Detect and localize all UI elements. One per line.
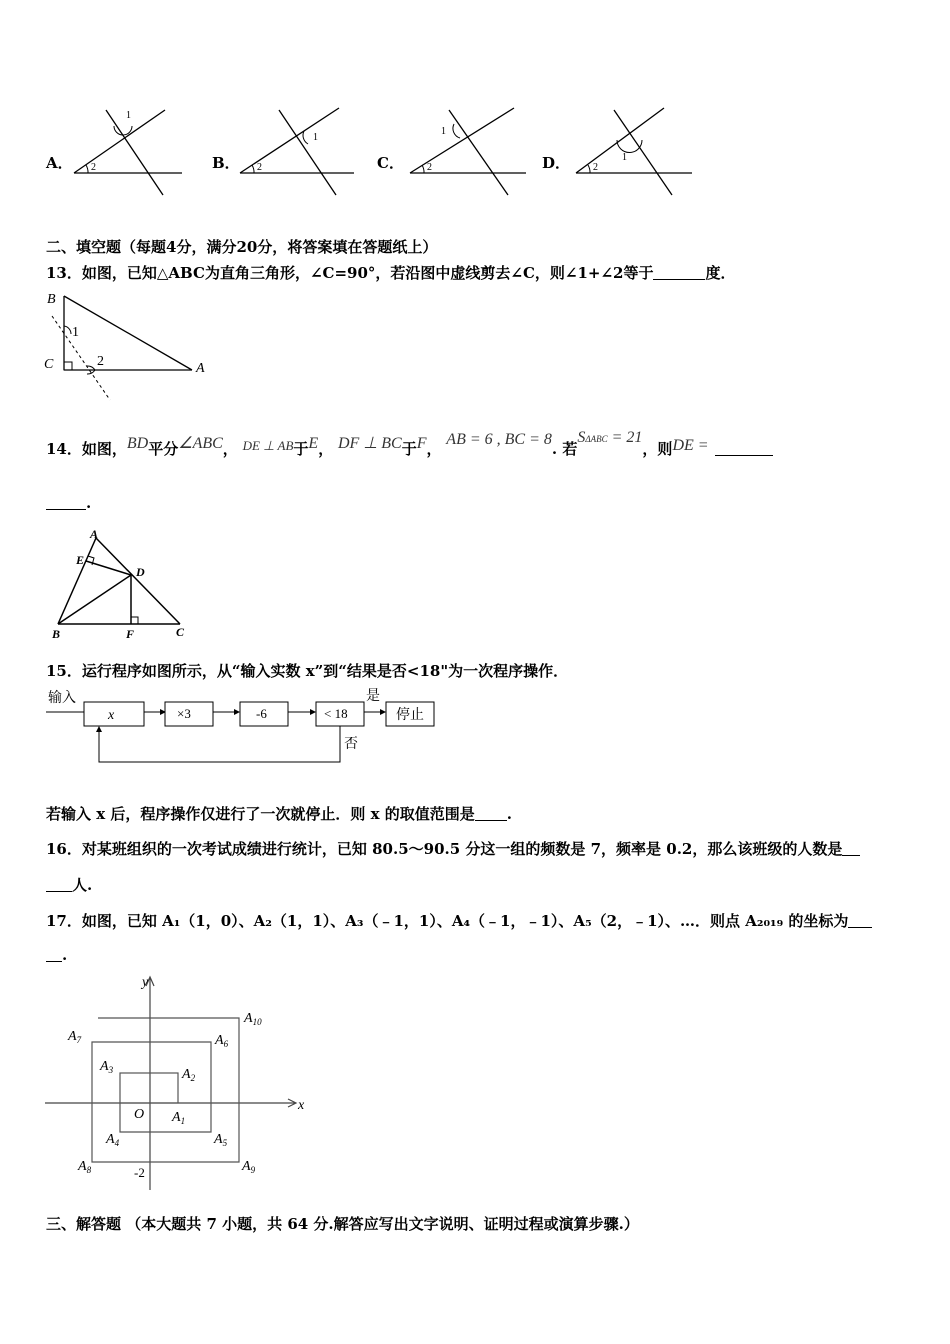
q14-bisect: 平分 <box>148 440 179 458</box>
q14-area <box>577 429 642 446</box>
option-b-angle2: 2 <box>257 162 262 173</box>
q17-figure <box>40 968 320 1198</box>
q14-area-val: = 21 <box>611 429 643 446</box>
q17-origin: O <box>134 1107 145 1122</box>
q14-area-sub: ΔABC <box>585 434 608 444</box>
q13-stem: 13．如图，已知△ABC为直角三角形，∠C=90°，若沿图中虚线剪去∠C，则∠1+∠2等于 <box>46 264 654 282</box>
q13-label-a: A <box>196 361 205 376</box>
q16-answer-blank[interactable] <box>842 841 860 856</box>
q15-yes-label: 是 <box>366 689 380 704</box>
section3-heading: 三、解答题 （本大题共 7 小题，共 64 分.解答应写出文字说明、证明过程或演算步骤.） <box>46 1215 639 1233</box>
q14-figure <box>46 528 196 640</box>
q17-axis-x: x <box>298 1098 305 1113</box>
q15-text: 15．运行程序如图所示，从“输入实数 x”到“结果是否<18"为一次程序操作． <box>46 662 569 680</box>
q15-answer-blank[interactable] <box>475 806 507 821</box>
q17-label-a1: $A_1$ <box>172 1110 186 1126</box>
option-c-angle1: 1 <box>441 126 446 137</box>
q14-label-a: A <box>90 527 99 541</box>
q13-label-b: B <box>47 292 56 307</box>
q15-question <box>46 803 512 824</box>
q17-text <box>46 910 872 931</box>
q17-label-a6: $A_6$ <box>215 1033 229 1049</box>
q13-unit: 度． <box>705 264 736 282</box>
q13-text <box>46 262 736 283</box>
q17-label-a9: $A_9$ <box>242 1159 256 1175</box>
q14-answer-blank-cont[interactable] <box>46 495 86 510</box>
q15-box-cmp: < 18 <box>324 706 348 721</box>
q14-line2 <box>46 494 91 512</box>
option-b-label: B． <box>212 154 240 172</box>
option-a-angle2: 2 <box>91 162 96 173</box>
q17-stem: 17．如图，已知 A₁（1，0）、A₂（1，1）、A₃（﹣1，1）、A₄（﹣1，﹣1）、A₅（2，﹣1）、…．则点 A₂₀₁₉ 的坐标为 <box>46 912 849 930</box>
q17-axis-y: y <box>142 975 149 990</box>
q13-angle1: 1 <box>72 325 79 340</box>
q14-area-s: S <box>577 429 586 446</box>
q14-end: . <box>86 494 92 512</box>
option-a-label: A． <box>46 154 73 172</box>
option-d-figure <box>572 100 697 200</box>
q16-stem: 16．对某班组织的一次考试成绩进行统计，已知 80.5～90.5 分这一组的频数是 7，频率是 0.2，那么该班级的人数是 <box>46 840 843 858</box>
q14-df-perp-bc: DF ⊥ BC <box>337 435 402 452</box>
q14-sep2: ， <box>318 440 334 458</box>
q14-de-perp-ab: DE ⊥ AB <box>242 438 294 453</box>
q14-sep1: ， <box>222 440 238 458</box>
q14-angle-abc: ∠ABC <box>178 435 223 452</box>
q13-label-c: C <box>44 357 54 372</box>
q15-flowchart <box>44 686 444 766</box>
q14-ab-bc-values: AB = 6 , BC = 8 <box>446 431 552 448</box>
option-d-label: D． <box>542 154 571 172</box>
q14-ze: ，则 <box>642 440 673 458</box>
q14-bd: BD <box>126 435 149 452</box>
q15-box-x: x <box>108 708 115 723</box>
q14-prefix: 14．如图， <box>46 440 127 458</box>
option-c-figure <box>406 100 531 200</box>
q14-sep3: ， <box>426 440 442 458</box>
q14-ruo: . 若 <box>551 440 578 458</box>
q14-f: F <box>416 435 427 452</box>
q17-label-a8: $A_8$ <box>78 1159 92 1175</box>
q14-label-b: B <box>52 627 61 641</box>
q16-text <box>46 838 860 859</box>
q17-label-a3: $A_3$ <box>100 1059 114 1075</box>
q15-question-stem: 若输入 x 后，程序操作仅进行了一次就停止．则 x 的取值范围是 <box>46 805 475 823</box>
q14-label-c: C <box>176 625 185 639</box>
q17-answer-blank[interactable] <box>848 913 872 928</box>
q14-label-f: F <box>126 627 135 641</box>
option-b-angle1: 1 <box>313 132 318 143</box>
q14-answer-blank[interactable] <box>715 441 773 456</box>
q17-end: . <box>62 946 68 964</box>
q17-label-a2: $A_2$ <box>182 1067 196 1083</box>
section2-heading: 二、填空题（每题4分，满分20分，将答案填在答题纸上） <box>46 238 438 256</box>
q16-end: 人. <box>72 876 93 894</box>
q17-line2 <box>46 946 67 964</box>
q15-input-label: 输入 <box>48 691 76 706</box>
q13-answer-blank[interactable] <box>653 265 705 280</box>
q17-neg2: -2 <box>134 1165 145 1180</box>
q16-answer-blank-cont[interactable] <box>46 877 72 892</box>
q13-angle2: 2 <box>97 354 104 369</box>
q17-answer-blank-cont[interactable] <box>46 947 62 962</box>
q15-stop-box: 停止 <box>396 708 424 723</box>
q14-e: E <box>308 435 319 452</box>
q17-label-a4: $A_4$ <box>106 1132 120 1148</box>
q14-text <box>46 429 773 459</box>
q14-de-eq: DE = <box>672 437 709 454</box>
q17-label-a10: $A_{10}$ <box>244 1011 262 1027</box>
option-a-figure <box>70 100 190 200</box>
q17-label-a7: $A_7$ <box>68 1029 82 1045</box>
q15-no-label: 否 <box>344 737 358 752</box>
q15-question-end: . <box>506 805 513 823</box>
option-d-angle1: 1 <box>622 152 627 163</box>
option-b-figure <box>236 100 356 200</box>
option-a-angle1: 1 <box>126 110 131 121</box>
q16-line2 <box>46 874 92 895</box>
q15-box-mul: ×3 <box>177 706 191 721</box>
q14-yu2: 于 <box>401 440 417 458</box>
option-d-angle2: 2 <box>593 162 598 173</box>
q13-figure <box>40 288 220 408</box>
option-c-label: C． <box>377 154 404 172</box>
q14-label-d: D <box>136 565 145 579</box>
q14-label-e: E <box>76 553 85 567</box>
q17-label-a5: $A_5$ <box>214 1132 228 1148</box>
q14-yu1: 于 <box>293 440 309 458</box>
option-c-angle2: 2 <box>427 162 432 173</box>
q15-box-sub: -6 <box>256 706 267 721</box>
